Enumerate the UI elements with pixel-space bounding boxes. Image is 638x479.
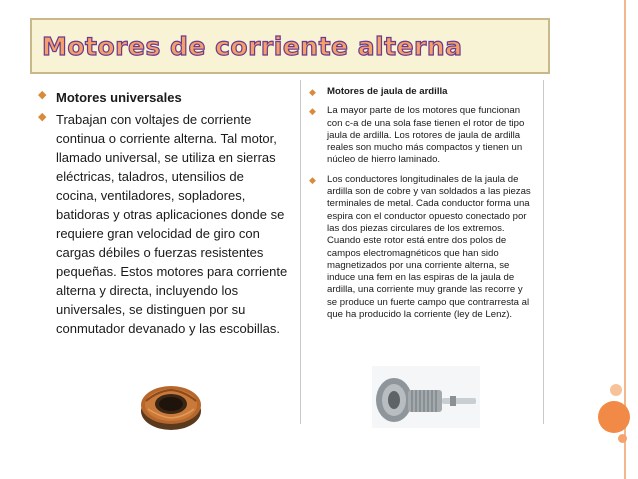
- left-heading: Motores universales: [56, 90, 182, 105]
- left-column: [38, 88, 288, 338]
- list-item: [38, 110, 288, 338]
- diamond-bullet-icon: ◆: [309, 87, 316, 97]
- diamond-bullet-icon: ◆: [309, 174, 316, 185]
- decor-circle-tiny: [618, 434, 627, 443]
- slide-title: Motores de corriente alterna: [42, 32, 463, 61]
- motor-stator-icon: [138, 371, 204, 433]
- list-item: [309, 105, 535, 166]
- right-paragraph-1: La mayor parte de los motores que funcionan con c-a de una sola fase tienen el rotor de tipo jaula de ardilla. Los rotores de jaula de ardilla reales son mucho más compactos y tienen un núcleo de hierro laminado.: [327, 105, 525, 166]
- left-paragraph: Trabajan con voltajes de corriente continua o corriente alterna. Tal motor, llamado universal, se utiliza en sierras eléctricas, taladros, utensilios de cocina, ventiladores, sopladores, batidoras y otras aplicaciones donde se requiere gran velocidad de giro con cargas débiles o fuerzas resistentes pequeñas. Estos motores para corriente alterna y directa, incluyendo los universales, se distinguen por su conmutador devanado y las escobillas.: [56, 112, 288, 336]
- title-box: [30, 18, 550, 74]
- right-heading: Motores de jaula de ardilla: [327, 86, 448, 97]
- diamond-bullet-icon: ◆: [38, 111, 47, 123]
- right-paragraph-2: Los conductores longitudinales de la jaula de ardilla son de cobre y van soldados a las piezas terminales de metal. Cada conductor forma una espira con el conductor opuesto conectado por las dos piezas circulares de los extremos. Cuando este rotor está entre dos polos de campos electromagnéticos que han sido magnetizados por una corriente alterna, se induce una fem en las espiras de la jaula de ardilla, una corriente muy grande las recorre y se produce un fuerte campo que contrarresta al que ha producido la corriente (ley de Lenz).: [327, 173, 531, 321]
- decor-circle-large: [598, 401, 630, 433]
- diamond-bullet-icon: ◆: [38, 89, 47, 101]
- squirrel-cage-motor-icon: [372, 366, 480, 428]
- list-item: [309, 86, 535, 98]
- diamond-bullet-icon: ◆: [309, 106, 316, 117]
- decor-circle-small: [610, 384, 622, 396]
- list-item: [309, 174, 535, 322]
- list-item: [38, 88, 288, 107]
